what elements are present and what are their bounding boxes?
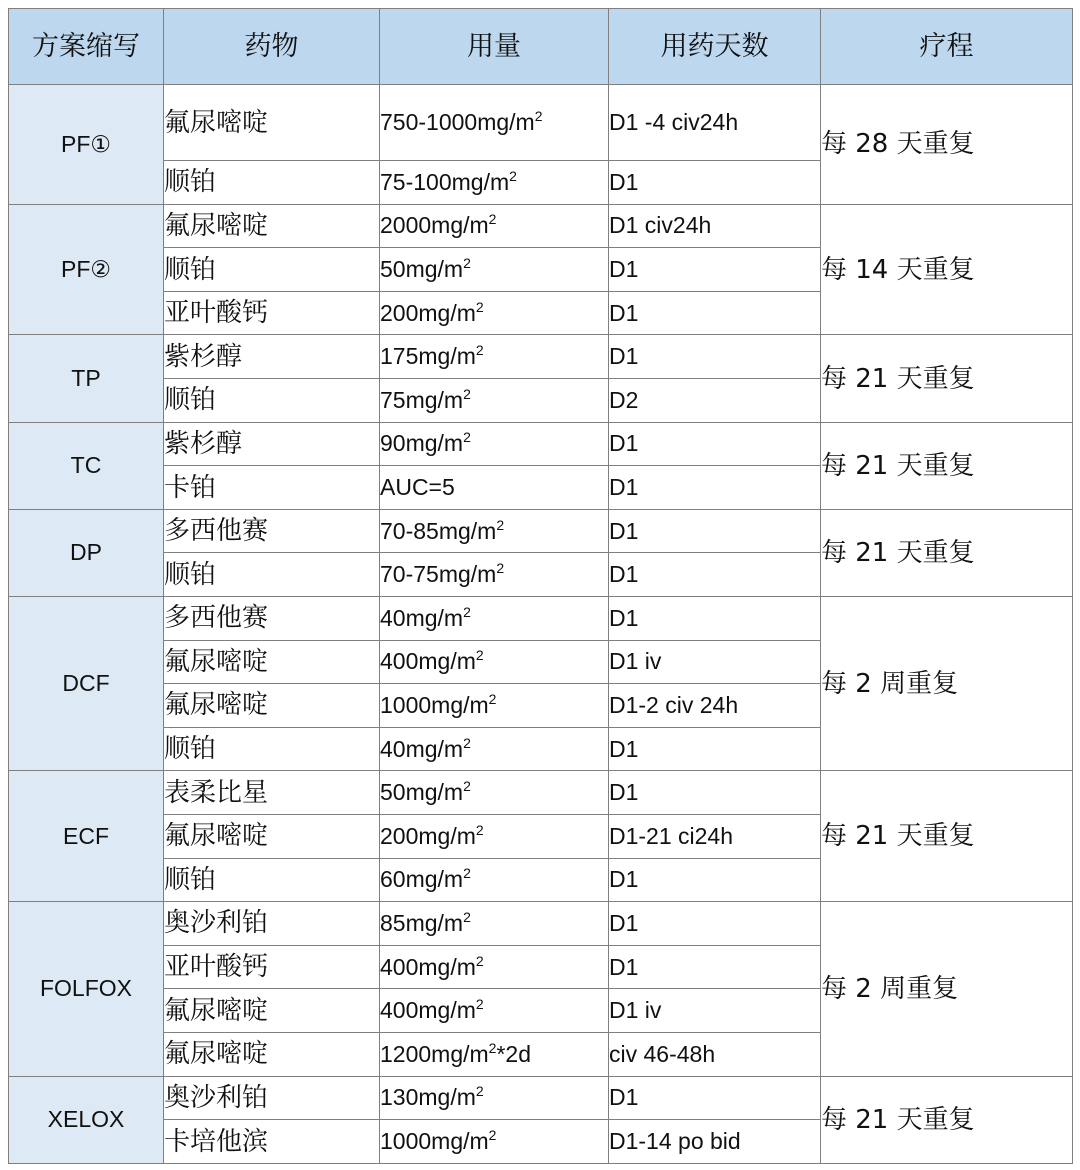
drug-cell: 顺铂	[164, 379, 380, 423]
header-cycle: 疗程	[821, 9, 1073, 85]
regimen-name-cell: PF①	[9, 85, 164, 205]
days-cell: D1	[609, 1076, 821, 1120]
dose-exponent: 2	[463, 908, 471, 925]
drug-cell: 氟尿嘧啶	[164, 814, 380, 858]
days-cell: civ 46-48h	[609, 1032, 821, 1076]
table-body	[9, 85, 1073, 1164]
days-cell: D1 -4 civ24h	[609, 85, 821, 161]
dose-cell	[380, 248, 609, 292]
dose-value: 1200mg/m	[380, 1040, 489, 1067]
cycle-cell: 每 21 天重复	[821, 771, 1073, 902]
dose-exponent: 2	[475, 647, 484, 664]
table-row	[9, 204, 1073, 248]
dose-value: 70-75mg/m	[380, 561, 497, 588]
regimen-name-cell: TP	[9, 335, 164, 422]
days-cell: D2	[609, 379, 821, 423]
days-cell: D1-21 ci24h	[609, 814, 821, 858]
drug-cell: 亚叶酸钙	[164, 291, 380, 335]
drug-cell: 氟尿嘧啶	[164, 989, 380, 1033]
days-cell: D1 civ24h	[609, 204, 821, 248]
days-cell: D1	[609, 945, 821, 989]
cycle-cell: 每 21 天重复	[821, 1076, 1073, 1163]
cycle-cell: 每 21 天重复	[821, 509, 1073, 596]
drug-cell: 多西他赛	[164, 596, 380, 640]
header-regimen: 方案缩写	[9, 9, 164, 85]
header-drug: 药物	[164, 9, 380, 85]
days-cell: D1 iv	[609, 989, 821, 1033]
days-cell: D1	[609, 335, 821, 379]
dose-value: 75mg/m	[380, 386, 464, 413]
dose-exponent: 2	[475, 996, 484, 1013]
dose-exponent: 2	[496, 516, 505, 533]
dose-exponent: 2	[475, 821, 484, 838]
dose-value: 75-100mg/m	[380, 168, 510, 195]
days-cell: D1	[609, 466, 821, 510]
table-row	[9, 1076, 1073, 1120]
dose-exponent: 2	[496, 560, 505, 577]
dose-value: 200mg/m	[380, 299, 476, 326]
days-cell: D1	[609, 771, 821, 815]
dose-value: 2000mg/m	[380, 212, 489, 239]
drug-cell: 顺铂	[164, 553, 380, 597]
dose-exponent: 2	[475, 298, 484, 315]
dose-value: 130mg/m	[380, 1084, 476, 1111]
dose-exponent: 2	[488, 211, 497, 228]
dose-cell	[380, 945, 609, 989]
dose-value: 40mg/m	[380, 604, 464, 631]
dose-exponent: 2	[463, 865, 471, 882]
cycle-cell: 每 21 天重复	[821, 422, 1073, 509]
days-cell: D1	[609, 858, 821, 902]
drug-cell: 顺铂	[164, 727, 380, 771]
dose-value: 70-85mg/m	[380, 517, 497, 544]
days-cell: D1 iv	[609, 640, 821, 684]
dose-value: 400mg/m	[380, 648, 476, 675]
days-cell: D1	[609, 248, 821, 292]
dose-value: 85mg/m	[380, 909, 464, 936]
dose-cell	[380, 989, 609, 1033]
dose-cell	[380, 204, 609, 248]
dose-exponent: 2	[475, 1083, 484, 1100]
drug-cell: 奥沙利铂	[164, 1076, 380, 1120]
header-row	[9, 9, 1073, 85]
drug-cell: 卡铂	[164, 466, 380, 510]
dose-cell	[380, 640, 609, 684]
header-days: 用药天数	[609, 9, 821, 85]
days-cell: D1-2 civ 24h	[609, 684, 821, 728]
dose-value: 400mg/m	[380, 953, 476, 980]
dose-suffix: *2d	[496, 1040, 532, 1067]
dose-value: AUC=5	[380, 474, 455, 500]
dose-value: 50mg/m	[380, 256, 464, 283]
dose-cell	[380, 1032, 609, 1076]
dose-value: 60mg/m	[380, 866, 464, 893]
days-cell: D1	[609, 422, 821, 466]
dose-cell	[380, 291, 609, 335]
days-cell: D1	[609, 161, 821, 205]
drug-cell: 卡培他滨	[164, 1120, 380, 1164]
cycle-cell: 每 28 天重复	[821, 85, 1073, 205]
drug-cell: 多西他赛	[164, 509, 380, 553]
regimen-name-cell: PF②	[9, 204, 164, 335]
dose-exponent: 2	[463, 385, 471, 402]
cycle-cell: 每 21 天重复	[821, 335, 1073, 422]
drug-cell: 紫杉醇	[164, 422, 380, 466]
drug-cell: 氟尿嘧啶	[164, 85, 380, 161]
table-row	[9, 422, 1073, 466]
dose-exponent: 2	[463, 734, 471, 751]
dose-exponent: 2	[463, 429, 471, 446]
drug-cell: 奥沙利铂	[164, 902, 380, 946]
cycle-cell: 每 14 天重复	[821, 204, 1073, 335]
dose-exponent: 2	[463, 255, 471, 272]
table-row	[9, 771, 1073, 815]
cycle-cell: 每 2 周重复	[821, 902, 1073, 1076]
regimen-name-cell: DCF	[9, 596, 164, 770]
dose-value: 175mg/m	[380, 343, 476, 370]
regimen-name-cell: FOLFOX	[9, 902, 164, 1076]
regimen-name-cell: XELOX	[9, 1076, 164, 1163]
dose-cell	[380, 684, 609, 728]
dose-value: 200mg/m	[380, 822, 476, 849]
dose-cell	[380, 85, 609, 161]
dose-exponent: 2	[488, 1127, 497, 1144]
table-row	[9, 335, 1073, 379]
regimen-name-cell: TC	[9, 422, 164, 509]
dose-cell	[380, 902, 609, 946]
drug-cell: 顺铂	[164, 161, 380, 205]
dose-exponent: 2	[509, 167, 517, 184]
dose-cell	[380, 1076, 609, 1120]
drug-cell: 氟尿嘧啶	[164, 204, 380, 248]
dose-cell	[380, 466, 609, 510]
table-row	[9, 902, 1073, 946]
table-row	[9, 509, 1073, 553]
regimen-table	[8, 8, 1073, 1164]
regimen-name-cell: ECF	[9, 771, 164, 902]
dose-cell	[380, 771, 609, 815]
table-row	[9, 85, 1073, 161]
drug-cell: 氟尿嘧啶	[164, 684, 380, 728]
dose-exponent: 2	[475, 952, 484, 969]
dose-exponent: 2	[463, 603, 471, 620]
dose-cell	[380, 858, 609, 902]
dose-exponent: 2	[488, 1039, 497, 1056]
dose-exponent: 2	[475, 342, 484, 359]
drug-cell: 氟尿嘧啶	[164, 1032, 380, 1076]
drug-cell: 紫杉醇	[164, 335, 380, 379]
dose-exponent: 2	[488, 690, 497, 707]
header-dose: 用量	[380, 9, 609, 85]
drug-cell: 氟尿嘧啶	[164, 640, 380, 684]
dose-cell	[380, 1120, 609, 1164]
dose-cell	[380, 596, 609, 640]
dose-cell	[380, 553, 609, 597]
days-cell: D1-14 po bid	[609, 1120, 821, 1164]
days-cell: D1	[609, 509, 821, 553]
dose-value: 400mg/m	[380, 997, 476, 1024]
days-cell: D1	[609, 553, 821, 597]
table-row	[9, 596, 1073, 640]
drug-cell: 顺铂	[164, 248, 380, 292]
dose-value: 40mg/m	[380, 735, 464, 762]
dose-value: 90mg/m	[380, 430, 464, 457]
days-cell: D1	[609, 727, 821, 771]
dose-cell	[380, 814, 609, 858]
days-cell: D1	[609, 291, 821, 335]
dose-cell	[380, 509, 609, 553]
dose-cell	[380, 422, 609, 466]
dose-value: 1000mg/m	[380, 1128, 489, 1155]
dose-exponent: 2	[534, 108, 543, 125]
cycle-cell: 每 2 周重复	[821, 596, 1073, 770]
drug-cell: 表柔比星	[164, 771, 380, 815]
dose-exponent: 2	[463, 778, 471, 795]
regimen-name-cell: DP	[9, 509, 164, 596]
dose-value: 750-1000mg/m	[380, 109, 535, 136]
dose-value: 50mg/m	[380, 779, 464, 806]
dose-cell	[380, 161, 609, 205]
dose-value: 1000mg/m	[380, 691, 489, 718]
days-cell: D1	[609, 596, 821, 640]
dose-cell	[380, 379, 609, 423]
drug-cell: 亚叶酸钙	[164, 945, 380, 989]
days-cell: D1	[609, 902, 821, 946]
dose-cell	[380, 727, 609, 771]
drug-cell: 顺铂	[164, 858, 380, 902]
dose-cell	[380, 335, 609, 379]
